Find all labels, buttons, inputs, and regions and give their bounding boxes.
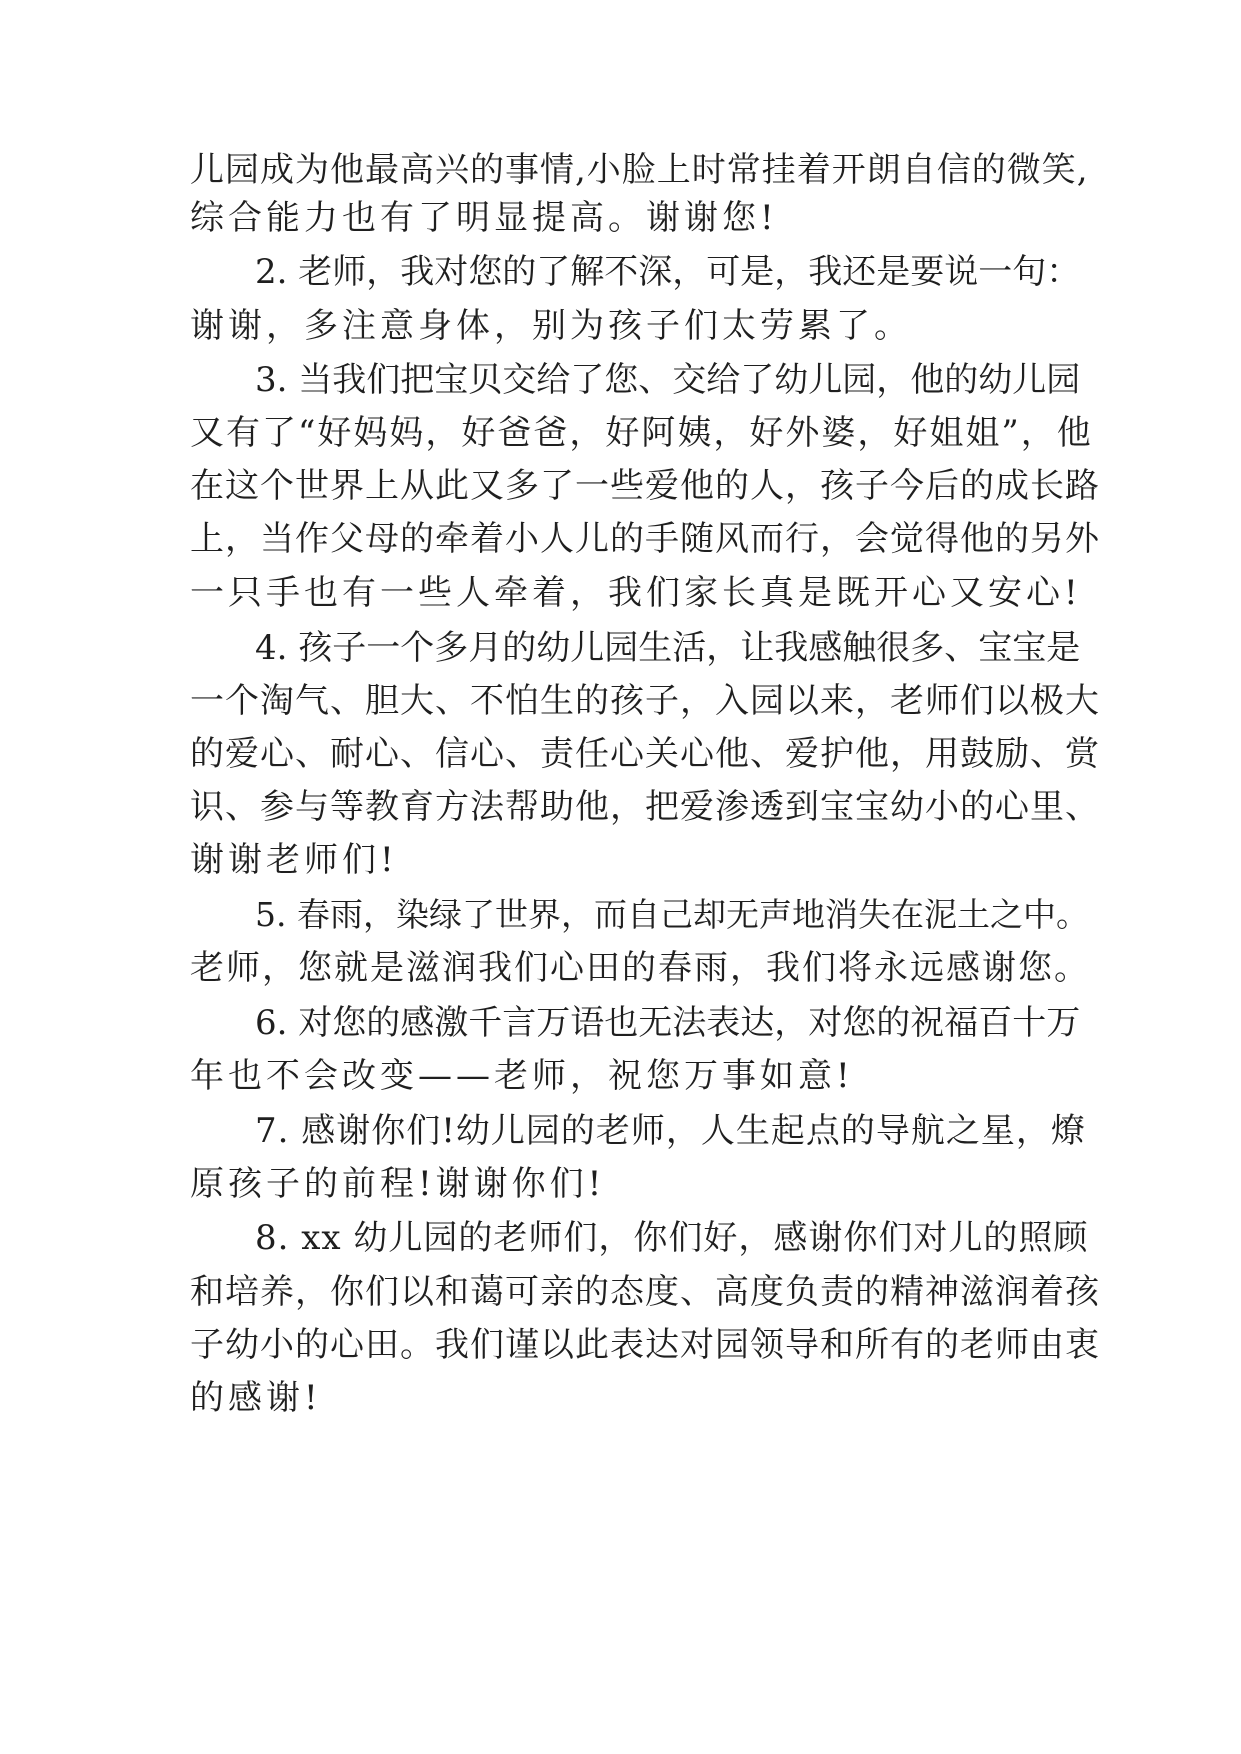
text-line: 的爱心、耐心、信心、责任心关心他、爱护他，用鼓励、赏 bbox=[190, 734, 1100, 774]
text-line: 原孩子的前程!谢谢你们! bbox=[190, 1164, 606, 1204]
text-line: 年也不会改变——老师，祝您万事如意! bbox=[190, 1056, 854, 1096]
text-line: 谢谢老师们! bbox=[190, 840, 398, 880]
text-line: 综合能力也有了明显提高。谢谢您! bbox=[190, 198, 778, 238]
paragraph-first-line: 4. 孩子一个多月的幼儿园生活，让我感触很多、宝宝是 bbox=[255, 628, 1081, 668]
paragraph-first-line: 5. 春雨，染绿了世界，而自己却无声地消失在泥土之中。 bbox=[255, 895, 1089, 934]
text-line: 的感谢! bbox=[190, 1378, 322, 1418]
paragraph-first-line: 8. xx 幼儿园的老师们，你们好，感谢你们对儿的照顾 bbox=[255, 1218, 1089, 1258]
paragraph-first-line: 2. 老师，我对您的了解不深，可是，我还是要说一句： bbox=[255, 252, 1081, 292]
text-line: 老师，您就是滋润我们心田的春雨，我们将永远感谢您。 bbox=[190, 948, 1090, 988]
paragraph-first-line: 3. 当我们把宝贝交给了您、交给了幼儿园，他的幼儿园 bbox=[255, 360, 1081, 400]
text-line: 儿园成为他最高兴的事情,小脸上时常挂着开朗自信的微笑, bbox=[190, 150, 1089, 190]
text-line: 上，当作父母的牵着小人儿的手随风而行，会觉得他的另外 bbox=[190, 519, 1100, 559]
text-line: 子幼小的心田。我们谨以此表达对园领导和所有的老师由衷 bbox=[190, 1325, 1100, 1365]
text-line: 一个淘气、胆大、不怕生的孩子，入园以来，老师们以极大 bbox=[190, 681, 1100, 721]
text-line: 谢谢，多注意身体，别为孩子们太劳累了。 bbox=[190, 306, 912, 346]
text-line: 又有了“好妈妈，好爸爸，好阿姨，好外婆，好姐姐”，他 bbox=[190, 413, 1093, 453]
text-line: 和培养，你们以和蔼可亲的态度、高度负责的精神滋润着孩 bbox=[190, 1272, 1100, 1312]
text-line: 在这个世界上从此又多了一些爱他的人，孩子今后的成长路 bbox=[190, 466, 1100, 506]
paragraph-first-line: 6. 对您的感激千言万语也无法表达，对您的祝福百十万 bbox=[255, 1003, 1081, 1043]
text-line: 一只手也有一些人牵着，我们家长真是既开心又安心! bbox=[190, 573, 1082, 613]
text-line: 识、参与等教育方法帮助他，把爱渗透到宝宝幼小的心里、 bbox=[190, 787, 1100, 827]
paragraph-first-line: 7. 感谢你们!幼儿园的老师，人生起点的导航之星，燎 bbox=[255, 1111, 1086, 1151]
